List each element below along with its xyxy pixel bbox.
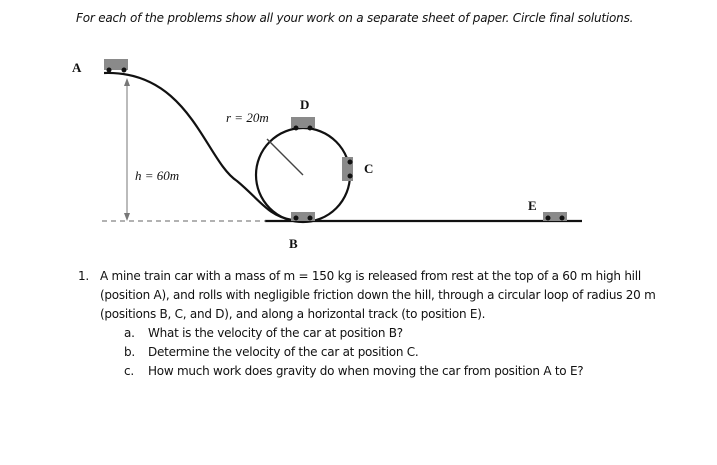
problem-subparts: [124, 324, 698, 381]
height-label: h = 60m: [135, 168, 180, 183]
problem-line: (positions B, C, and D), and along a horizontal track (to position E).: [100, 307, 486, 321]
subpart-b: [124, 343, 698, 362]
problem-number: 1.: [78, 269, 89, 283]
label-b: B: [289, 236, 298, 251]
radius-label: r = 20m: [226, 110, 269, 125]
car-c: [342, 157, 353, 181]
instructions-text: For each of the problems show all your work on a separate sheet of paper. Circle final solutions.: [76, 11, 634, 25]
car-e: [543, 212, 567, 221]
problem-line: (position A), and rolls with negligible friction down the hill, through a circular loop of radius 20 m: [100, 288, 656, 302]
height-arrow-top: [124, 78, 130, 86]
label-d: D: [300, 97, 310, 112]
hill-track: [104, 73, 292, 220]
label-a: A: [72, 60, 82, 75]
subpart-c: [124, 362, 698, 381]
problem-line: A mine train car with a mass of m = 150 kg is released from rest at the top of a 60 m high hill: [100, 269, 641, 283]
height-arrow-bottom: [124, 213, 130, 221]
radius-line: [267, 139, 303, 175]
problem-1: [78, 267, 698, 381]
subpart-a: [124, 324, 698, 343]
label-e: E: [528, 198, 537, 213]
subpart-text: What is the velocity of the car at position B?: [148, 326, 403, 340]
subpart-letter: b.: [124, 345, 135, 359]
car-a: [104, 59, 128, 73]
subpart-letter: c.: [124, 364, 134, 378]
subpart-text: Determine the velocity of the car at position C.: [148, 345, 419, 359]
subpart-text: How much work does gravity do when moving the car from position A to E?: [148, 364, 584, 378]
car-b: [291, 212, 315, 221]
label-c: C: [364, 161, 374, 176]
subpart-letter: a.: [124, 326, 135, 340]
problem-statement: [100, 267, 698, 324]
